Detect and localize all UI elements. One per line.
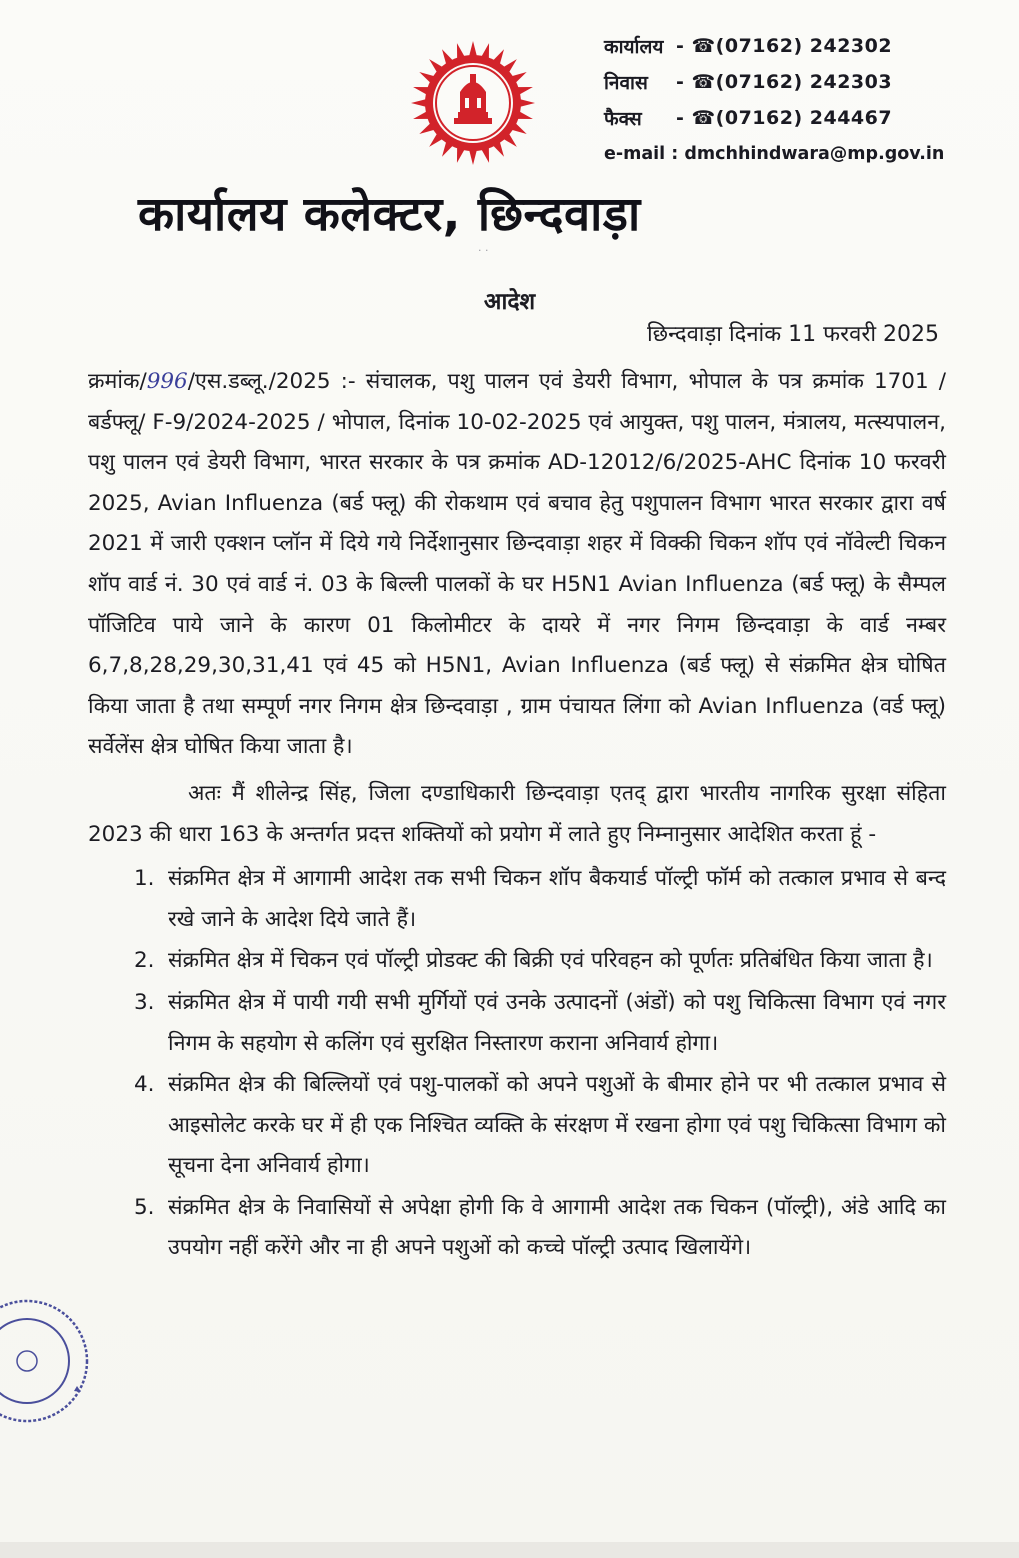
list-text: संक्रमित क्षेत्र की बिल्लियों एवं पशु-पालकों को अपने पशुओं के बीमार होने पर भी तत्काल प्रभाव से आइसोलेट करके घर में ही एक निश्चित व्यक्ति के संरक्षण में रखना होगा एवं पशु चिकित्सा विभाग को सूचना देना अनिवार्य होगा। (168, 1072, 946, 1179)
directives-list (88, 859, 946, 1269)
list-item (88, 941, 946, 982)
state-emblem-icon (410, 40, 536, 166)
contact-value: - ☎(07162) 244467 (676, 107, 893, 129)
list-text: संक्रमित क्षेत्र के निवासियों से अपेक्षा होगी कि वे आगामी आदेश तक चिकन (पॉल्ट्री), अंडे आदि का उपयोग नहीं करेंगे और ना ही अपने पशुओं को कच्चे पॉल्ट्री उत्पाद खिलायेंगे। (168, 1194, 946, 1261)
ink-smudge: · · (478, 244, 489, 257)
contact-row-fax (604, 100, 1004, 136)
contact-block (604, 28, 1004, 172)
list-text: संक्रमित क्षेत्र में पायी गयी सभी मुर्गियों एवं उनके उत्पादनों (अंडों) को पशु चिकित्सा विभाग एवं नगर निगम के सहयोग से कलिंग एवं सुरक्षित निस्तारण कराना अनिवार्य होगा। (168, 989, 946, 1056)
contact-value: - ☎(07162) 242303 (676, 71, 893, 93)
office-seal-icon (0, 1296, 92, 1426)
contact-value: - ☎(07162) 242302 (676, 35, 893, 57)
emblem-ray (519, 99, 535, 107)
list-number: 2. (134, 948, 155, 974)
list-text: संक्रमित क्षेत्र में चिकन एवं पॉल्ट्री प्रोडक्ट की बिक्री एवं परिवहन को पूर्णतः प्रतिबंधित किया जाता है। (168, 948, 933, 974)
page-bottom-edge (0, 1542, 1019, 1558)
list-item (88, 1188, 946, 1269)
emblem-ray (411, 99, 427, 107)
list-text: संक्रमित क्षेत्र में आगामी आदेश तक सभी चिकन शॉप बैकयार्ड पॉल्ट्री फॉर्म को तत्काल प्रभाव से बन्द रखे जाने के आदेश दिये जाते हैं। (168, 866, 946, 932)
office-heading: कार्यालय कलेक्टर, छिन्दवाड़ा (138, 187, 641, 242)
list-number: 5. (134, 1194, 155, 1220)
contact-label: निवास (604, 72, 648, 94)
contact-label: फैक्स (604, 108, 642, 130)
paragraph-authority: अतः मैं शीलेन्द्र सिंह, जिला दण्डाधिकारी छिन्दवाड़ा एतद् द्वारा भारतीय नागरिक सुरक्षा संहिता 2023 की धारा 163 के अन्तर्गत प्रदत्त शक्तियों को प्रयोग में लाते हुए निम्नानुसार आदेशित करता हूं - (88, 780, 946, 847)
paragraph-text: संचालक, पशु पालन एवं डेयरी विभाग, भोपाल के पत्र क्रमांक 1701 /बर्डफ्लू/ F-9/2024-2025 / भोपाल, दिनांक 10-02-2025 एवं आयुक्त, पशु पालन, मंत्रालय, मत्स्यपालन, पशु पालन एवं डेयरी विभाग, भारत सरकार के पत्र क्रमांक AD-12012/6/2025-AHC दिनांक 10 फरवरी 2025, Avian Influenza (बर्ड फ्लू) की रोकथाम एवं बचाव हेतु पशुपालन विभाग भारत सरकार द्वारा वर्ष 2021 में जारी एक्शन प्लॉन में दिये गये निर्देशानुसार छिन्दवाड़ा शहर में विक्की चिकन शॉप एवं नॉवेल्टी चिकन शॉप वार्ड नं. 30 एवं वार्ड नं. 03 के बिल्ली पालकों के घर H5N1 Avian Influenza (बर्ड फ्लू) के सैम्पल पॉजिटिव पाये जाने के कारण 01 किलोमीटर के दायरे में नगर निगम छिन्दवाड़ा के वार्ड नम्बर 6,7,8,28,29,30,31,41 एवं 45 को H5N1, Avian Influenza (बर्ड फ्लू) से संक्रमित क्षेत्र घोषित किया जाता है तथा सम्पूर्ण नगर निगम क्षेत्र छिन्दवाड़ा , ग्राम पंचायत लिंगा को Avian Influenza (वर्ड फ्लू) सर्वेलेंस क्षेत्र घोषित किया जाता है। (88, 369, 946, 760)
contact-email[interactable]: e-mail : dmchhindwara@mp.gov.in (604, 144, 945, 164)
paragraph-reference (88, 362, 946, 768)
contact-row-residence (604, 64, 1004, 100)
contact-label: कार्यालय (604, 36, 664, 58)
date-line: छिन्दवाड़ा दिनांक 11 फरवरी 2025 (646, 322, 939, 347)
list-item (88, 859, 946, 940)
list-number: 3. (134, 989, 155, 1015)
emblem-ray (469, 149, 477, 165)
list-item (88, 1065, 946, 1187)
list-number: 1. (134, 866, 155, 892)
order-suffix: /एस.डब्लू./2025 :- (187, 369, 366, 394)
list-item (88, 983, 946, 1064)
list-number: 4. (134, 1072, 155, 1098)
document-title: आदेश (483, 289, 536, 315)
order-body (88, 362, 946, 1270)
emblem-ray (469, 41, 477, 57)
handwritten-order-number: 996 (146, 369, 188, 394)
order-prefix: क्रमांक/ (88, 369, 147, 394)
contact-row-office (604, 28, 1004, 64)
